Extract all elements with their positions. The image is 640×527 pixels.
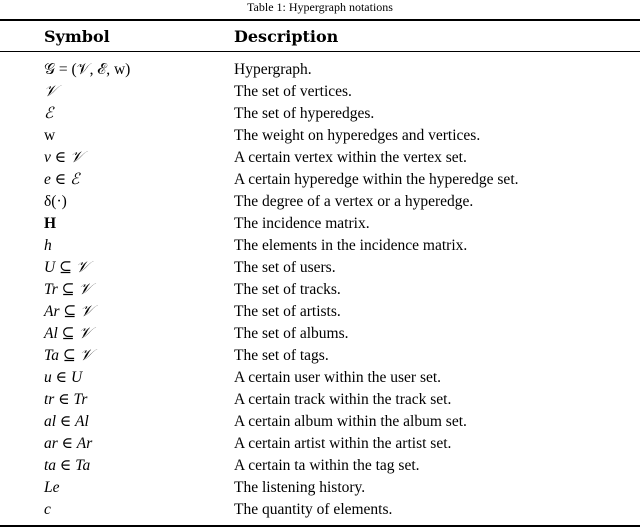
symbol-cell: U ⊆ 𝒱: [44, 259, 89, 276]
symbol-cell: e ∈ ℰ: [44, 171, 80, 188]
symbol-cell: ℰ: [44, 105, 54, 122]
description-cell: The set of tags.: [234, 347, 329, 364]
description-cell: The set of albums.: [234, 325, 349, 342]
description-cell: Hypergraph.: [234, 61, 312, 78]
symbol-cell: c: [44, 501, 51, 518]
table-row: [0, 213, 640, 235]
header-symbol: Symbol: [44, 27, 110, 46]
table-row: [0, 389, 640, 411]
table-row: [0, 59, 640, 81]
table-row: [0, 345, 640, 367]
description-cell: A certain track within the track set.: [234, 391, 452, 408]
table-row: [0, 103, 640, 125]
symbol-cell: Tr ⊆ 𝒱: [44, 281, 92, 298]
description-cell: The incidence matrix.: [234, 215, 370, 232]
table-row: [0, 81, 640, 103]
description-cell: A certain artist within the artist set.: [234, 435, 452, 452]
table-row: [0, 147, 640, 169]
table-row: [0, 191, 640, 213]
symbol-cell: Ar ⊆ 𝒱: [44, 303, 94, 320]
header-description: Description: [234, 27, 339, 46]
description-cell: A certain vertex within the vertex set.: [234, 149, 467, 166]
table-row: [0, 411, 640, 433]
description-cell: The set of artists.: [234, 303, 341, 320]
notation-table-body: [0, 59, 640, 521]
description-cell: The elements in the incidence matrix.: [234, 237, 468, 254]
symbol-cell: ar ∈ Ar: [44, 435, 93, 452]
symbol-cell: w: [44, 127, 56, 144]
symbol-cell: h: [44, 237, 52, 254]
table-row: [0, 455, 640, 477]
description-cell: A certain ta within the tag set.: [234, 457, 420, 474]
description-cell: The set of tracks.: [234, 281, 341, 298]
table-row: [0, 169, 640, 191]
description-cell: The listening history.: [234, 479, 366, 496]
top-rule: [0, 19, 640, 21]
symbol-cell: H: [44, 215, 57, 232]
symbol-cell: Ta ⊆ 𝒱: [44, 347, 93, 364]
description-cell: The set of users.: [234, 259, 336, 276]
symbol-cell: tr ∈ Tr: [44, 391, 88, 408]
symbol-cell: v ∈ 𝒱: [44, 149, 84, 166]
description-cell: A certain album within the album set.: [234, 413, 467, 430]
description-cell: The weight on hyperedges and vertices.: [234, 127, 481, 144]
symbol-cell: ta ∈ Ta: [44, 457, 91, 474]
table-row: [0, 279, 640, 301]
table-row: [0, 477, 640, 499]
table-row: [0, 301, 640, 323]
symbol-cell: δ(·): [44, 193, 67, 210]
symbol-cell: al ∈ Al: [44, 413, 89, 430]
header-rule: [0, 51, 640, 52]
table-row: [0, 125, 640, 147]
description-cell: The set of vertices.: [234, 83, 352, 100]
symbol-cell: 𝒢 = (𝒱, ℰ, w): [44, 61, 131, 78]
table-caption: Table 1: Hypergraph notations: [247, 0, 393, 14]
table-row: [0, 433, 640, 455]
symbol-cell: 𝒱: [44, 83, 57, 100]
symbol-cell: Le: [44, 479, 60, 496]
table-row: [0, 323, 640, 345]
bottom-rule: [0, 525, 640, 527]
symbol-cell: Al ⊆ 𝒱: [44, 325, 92, 342]
description-cell: A certain hyperedge within the hyperedge set.: [234, 171, 519, 188]
description-cell: The degree of a vertex or a hyperedge.: [234, 193, 474, 210]
table-row: [0, 367, 640, 389]
description-cell: The quantity of elements.: [234, 501, 393, 518]
table-row: [0, 235, 640, 257]
symbol-cell: u ∈ U: [44, 369, 83, 386]
table-row: [0, 499, 640, 521]
description-cell: A certain user within the user set.: [234, 369, 442, 386]
table-row: [0, 257, 640, 279]
description-cell: The set of hyperedges.: [234, 105, 375, 122]
